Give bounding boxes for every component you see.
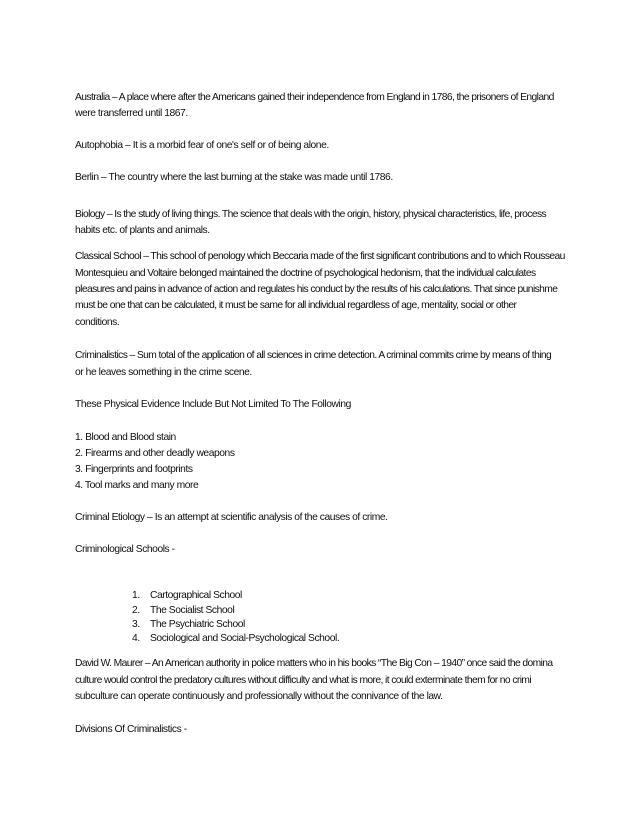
maurer-line-2: culture would control the predatory cultures without difficulty and what is more, it could exterminate them for no crimi [75, 675, 532, 686]
classical-line-1: Classical School – This school of penology which Beccaria made of the first significant contributions and to which Rousseau [75, 251, 565, 262]
evidence-item-3: 3. Fingerprints and footprints [75, 464, 193, 475]
maurer-line-3: subculture can operate continuously and professionally without the connivance of the law. [75, 691, 443, 702]
biology-line-2: habits etc. of plants and animals. [75, 225, 210, 236]
maurer-line-1: David W. Maurer – An American authority in police matters who in his books “The Big Con – 1940” once said the domina [75, 658, 553, 669]
classical-line-2: Montesquieu and Voltaire belonged maintained the doctrine of psychological hedonism, that the individual calculates [75, 268, 536, 279]
autophobia-line: Autophobia – It is a morbid fear of one's self or of being alone. [75, 140, 329, 151]
physical-evidence-heading: These Physical Evidence Include But Not Limited To The Following [75, 399, 351, 410]
criminalistics-line-1: Criminalistics – Sum total of the application of all sciences in crime detection. A criminal commits crime by means of thing [75, 350, 552, 361]
schools-heading: Criminological Schools - [75, 544, 175, 555]
australia-line-2: were transferred until 1867. [75, 108, 188, 119]
evidence-item-2: 2. Firearms and other deadly weapons [75, 448, 235, 459]
school-item-2: The Socialist School [150, 605, 235, 616]
school-item-4: Sociological and Social-Psychological School. [150, 633, 340, 644]
school-number-1: 1. [132, 590, 140, 601]
etiology-line: Criminal Etiology – Is an attempt at scientific analysis of the causes of crime. [75, 512, 388, 523]
evidence-item-1: 1. Blood and Blood stain [75, 432, 176, 443]
criminalistics-line-2: or he leaves something in the crime scene. [75, 367, 252, 378]
classical-line-3: pleasures and pains in advance of action and regulates his conduct by the results of his calculations. That since punishme [75, 284, 558, 295]
school-item-1: Cartographical School [150, 590, 242, 601]
divisions-heading: Divisions Of Criminalistics - [75, 724, 187, 735]
classical-line-5: conditions. [75, 317, 120, 328]
classical-line-4: must be one that can be calculated, it must be same for all individual regardless of age, mentality, social or other [75, 300, 517, 311]
school-number-2: 2. [132, 605, 140, 616]
school-item-3: The Psychiatric School [150, 619, 245, 630]
berlin-line: Berlin – The country where the last burning at the stake was made until 1786. [75, 172, 393, 183]
school-number-3: 3. [132, 619, 140, 630]
australia-line-1: Australia – A place where after the Americans gained their independence from England in 1786, the prisoners of England [75, 92, 554, 103]
school-number-4: 4. [132, 633, 140, 644]
evidence-item-4: 4. Tool marks and many more [75, 480, 199, 491]
biology-line-1: Biology – Is the study of living things. The science that deals with the origin, history, physical characteristics, life, process [75, 209, 547, 220]
